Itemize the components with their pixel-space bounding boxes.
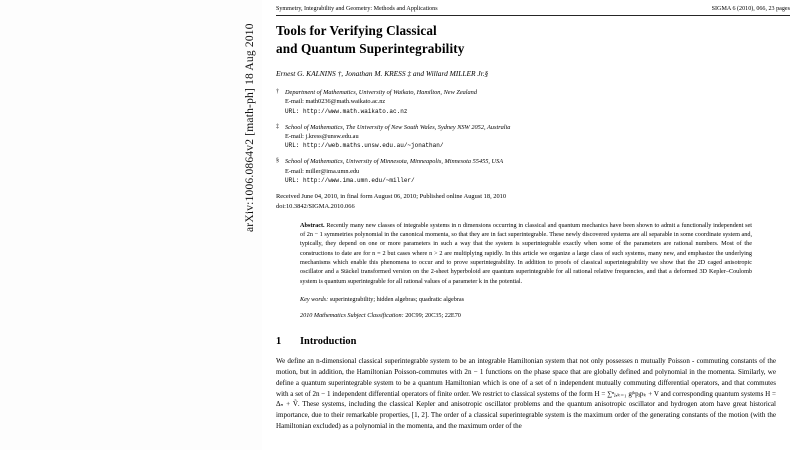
running-head xyxy=(276,6,790,12)
keywords-text: superintegrability; hidden algebras; quadratic algebras xyxy=(328,295,465,303)
affiliation-org: School of Mathematics, University of Minnesota, Minneapolis, Minnesota 55455, USA xyxy=(285,158,504,166)
introduction-paragraph: We define an n-dimensional classical superintegrable system to be an integrable Hamiltonian system that not only possesses n mutually Poisson - commuting constants of the motion, but in addition, the Hamiltonian Poisson-commutes with 2n − 1 functions on the phase space that are globally defined and polynomial in the momenta. Similarly, we define a quantum superintegrable system to be a quantum Hamiltonian which is one of a set of n independent mutually commuting differential operators, and that commutes with a set of 2n − 1 independent differential operators of finite order. We restrict to classical systems of the form H = ∑ⁿⱼ,ₖ₌₁ gʲᵏpⱼpₖ + V and corresponding quantum systems H = Δₙ + Ṽ. These systems, including the classical Kepler and anisotropic oscillator problems and the quantum anisotropic oscillator and hydrogen atom have great historical importance, due to their remarkable properties, [1, 2]. The order of a classical superintegrable system is the maximum order of the generating constants of the motion (with the Hamiltonian excluded) as a polynomial in the momenta, and the maximum order of the xyxy=(276,357,776,430)
section-heading-introduction xyxy=(276,336,776,347)
section-number: 1 xyxy=(276,336,282,348)
article-sheet xyxy=(262,0,800,450)
abstract-label: Abstract. xyxy=(300,221,325,229)
abstract xyxy=(300,221,752,286)
affiliation-email: E-mail: j.kress@unsw.edu.au xyxy=(285,132,359,140)
affiliation-block-3 xyxy=(276,157,776,185)
affiliation-marker: † xyxy=(276,88,279,95)
affiliation-email: E-mail: math0236@math.waikato.ac.nz xyxy=(285,98,386,106)
affiliation-url[interactable]: URL: http://www.ima.umn.edu/~miller/ xyxy=(285,177,415,185)
affiliation-org: Department of Mathematics, University of Waikato, Hamilton, New Zealand xyxy=(285,88,477,96)
keywords xyxy=(300,295,752,304)
affiliation-email: E-mail: miller@ima.umn.edu xyxy=(285,167,360,175)
arxiv-identifier-stamp: arXiv:1006.0864v2 [math-ph] 18 Aug 2010 xyxy=(244,23,256,232)
doi-line: doi:10.3842/SIGMA.2010.066 xyxy=(276,202,355,210)
affiliation-marker: § xyxy=(276,158,279,165)
affiliation-block-1 xyxy=(276,88,776,116)
affiliation-url[interactable]: URL: http://web.maths.unsw.edu.au/~jonathan/ xyxy=(285,142,444,150)
header-rule xyxy=(276,15,790,16)
title-line-1: Tools for Verifying Classical xyxy=(276,23,437,38)
page-title xyxy=(276,22,776,58)
affiliation-url[interactable]: URL: http://www.math.waikato.ac.nz xyxy=(285,107,408,115)
journal-name: Symmetry, Integrability and Geometry: Methods and Applications xyxy=(276,6,438,12)
author-list: Ernest G. KALNINS †, Jonathan M. KRESS ‡ and Willard MILLER Jr.§ xyxy=(276,68,489,78)
abstract-text: Recently many new classes of integrable systems in n dimensions occurring in classical and quantum mechanics have been shown to admit a functionally independent set of 2n − 1 symmetries polynomial in the canonical momenta, so that they are in fact superintegrable. These newly discovered systems are all separable in some coordinate system and, typically, they depend on one or more parameters in such a way that the system is superintegrable exactly when some of the parameters are rational numbers. Most of the constructions to date are for n = 2 but cases where n > 2 are multiplying rapidly. In this article we organize a large class of such systems, many new, and emphasize the underlying mechanisms which enable this phenomena to occur and to prove superintegrability. In addition to proofs of classical superintegrability we show that the 2D caged anisotropic oscillator and a Stäckel transformed version on the 2-sheet hyperboloid are quantum superintegrable for all rational relative frequencies, and that a deformed 3D Kepler–Coulomb system is quantum superintegrable for all rational values of a parameter k in the potential. xyxy=(300,221,752,285)
section-title: Introduction xyxy=(300,336,357,348)
title-line-2: and Quantum Superintegrability xyxy=(276,40,465,56)
affiliation-org: School of Mathematics, The University of New South Wales, Sydney NSW 2052, Australia xyxy=(285,123,511,131)
affiliation-block-2 xyxy=(276,123,776,151)
msc-classification xyxy=(300,311,752,320)
journal-issue-info: SIGMA 6 (2010), 066, 23 pages xyxy=(711,6,790,12)
msc-text: 20C99; 20C35; 22E70 xyxy=(403,312,461,320)
msc-label: 2010 Mathematics Subject Classification: xyxy=(300,312,404,320)
affiliation-marker: ‡ xyxy=(276,123,279,130)
keywords-label: Key words: xyxy=(300,295,329,303)
article-content xyxy=(276,22,776,431)
publication-dates xyxy=(276,192,776,211)
received-line: Received June 04, 2010, in final form August 06, 2010; Published online August 18, 2010 xyxy=(276,193,507,201)
